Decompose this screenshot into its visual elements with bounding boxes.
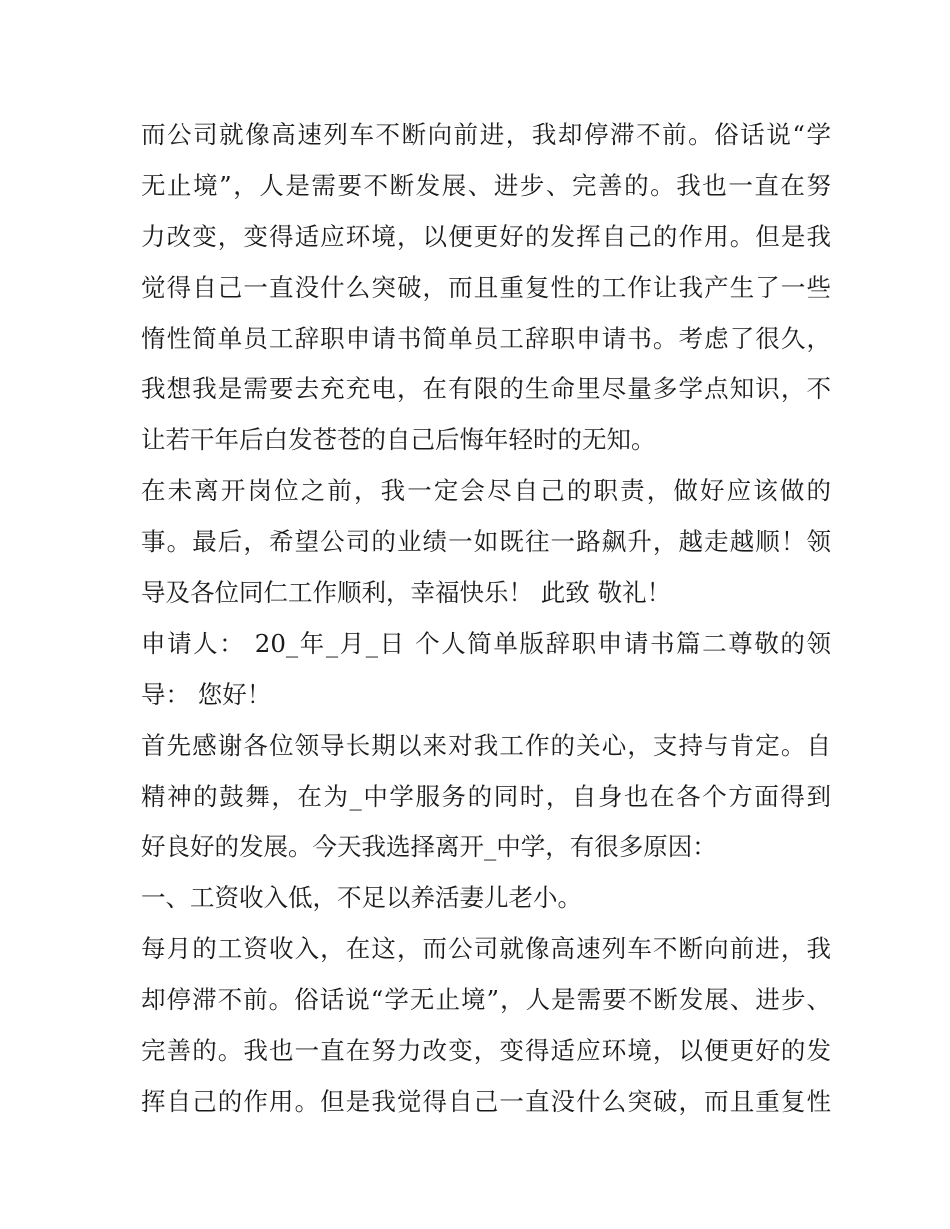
document-body xyxy=(141,110,831,1128)
text-line: 完善的。我也一直在努力改变，变得适应环境，以便更好的发 xyxy=(141,1036,831,1066)
text-line: 挥自己的作用。但是我觉得自己一直没什么突破，而且重复性 xyxy=(141,1086,831,1116)
text-line: 导： 您好！ xyxy=(141,679,272,709)
text-line: 申请人： 20_年_月_日 个人简单版辞职申请书篇二尊敬的领 xyxy=(141,628,831,658)
text-line: 觉得自己一直没什么突破，而且重复性的工作让我产生了一些 xyxy=(141,272,831,302)
text-line: 一、工资收入低，不足以养活妻儿老小。 xyxy=(141,883,582,913)
text-line: 精神的鼓舞，在为_中学服务的同时，自身也在各个方面得到 xyxy=(141,781,831,811)
text-line: 无止境”，人是需要不断发展、进步、完善的。我也一直在努 xyxy=(141,170,831,200)
text-line: 让若干年后白发苍苍的自己后悔年轻时的无知。 xyxy=(141,425,656,455)
text-line: 我想我是需要去充充电，在有限的生命里尽量多学点知识，不 xyxy=(141,374,831,404)
text-line: 而公司就像高速列车不断向前进，我却停滞不前。俗话说“学 xyxy=(141,120,831,149)
text-line: 在未离开岗位之前，我一定会尽自己的职责，做好应该做的 xyxy=(141,476,831,506)
text-line: 每月的工资收入，在这，而公司就像高速列车不断向前进，我 xyxy=(141,934,831,964)
text-line: 导及各位同仁工作顺利，幸福快乐！ 此致 敬礼！ xyxy=(141,578,672,608)
text-line: 力改变，变得适应环境，以便更好的发挥自己的作用。但是我 xyxy=(141,221,831,251)
text-line: 首先感谢各位领导长期以来对我工作的关心，支持与肯定。自 xyxy=(141,730,831,760)
text-line: 却停滞不前。俗话说“学无止境”，人是需要不断发展、进步、 xyxy=(141,985,831,1015)
text-line: 事。最后，希望公司的业绩一如既往一路飙升，越走越顺！领 xyxy=(141,527,831,557)
text-line: 惰性简单员工辞职申请书简单员工辞职申请书。考虑了很久， xyxy=(141,323,831,353)
text-line: 好良好的发展。今天我选择离开_中学，有很多原因： xyxy=(141,832,717,862)
